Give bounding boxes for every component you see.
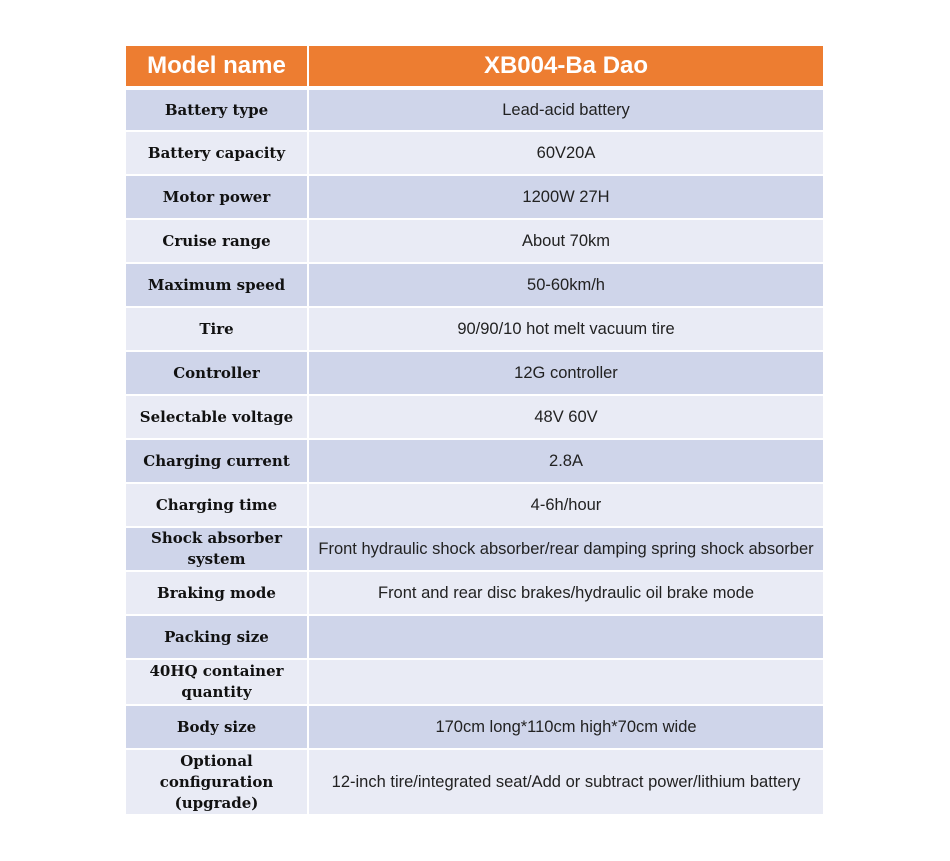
table-row [126, 263, 823, 307]
row-value: 12-inch tire/integrated seat/Add or subtract power/lithium battery [308, 749, 823, 815]
table-row [126, 395, 823, 439]
table-row [126, 88, 823, 131]
row-value: 1200W 27H [308, 175, 823, 219]
row-label: Braking mode [126, 571, 308, 615]
row-label: Body size [126, 705, 308, 749]
row-value: 90/90/10 hot melt vacuum tire [308, 307, 823, 351]
table-row [126, 571, 823, 615]
table-row [126, 307, 823, 351]
row-value: About 70km [308, 219, 823, 263]
header-model-value: XB004-Ba Dao [308, 46, 823, 88]
row-label: Battery type [126, 88, 308, 131]
row-value: Lead-acid battery [308, 88, 823, 131]
row-label: Controller [126, 351, 308, 395]
row-value: 170cm long*110cm high*70cm wide [308, 705, 823, 749]
row-label: Optional configuration (upgrade) [126, 749, 308, 815]
table-row [126, 351, 823, 395]
row-label: Selectable voltage [126, 395, 308, 439]
row-value: 4-6h/hour [308, 483, 823, 527]
row-value [308, 659, 823, 705]
table-row [126, 175, 823, 219]
table-row [126, 131, 823, 175]
row-label: Charging time [126, 483, 308, 527]
table-row [126, 749, 823, 815]
row-label: Packing size [126, 615, 308, 659]
table-row [126, 705, 823, 749]
header-label: Model name [126, 46, 308, 88]
table-row [126, 615, 823, 659]
spec-table [126, 46, 823, 816]
row-label: Maximum speed [126, 263, 308, 307]
table-row [126, 439, 823, 483]
table-row [126, 483, 823, 527]
table-row [126, 219, 823, 263]
row-label: 40HQ container quantity [126, 659, 308, 705]
table-row [126, 527, 823, 571]
row-value: 2.8A [308, 439, 823, 483]
row-label: Cruise range [126, 219, 308, 263]
row-value [308, 615, 823, 659]
row-value: 48V 60V [308, 395, 823, 439]
row-label: Charging current [126, 439, 308, 483]
row-label: Motor power [126, 175, 308, 219]
row-value: 12G controller [308, 351, 823, 395]
row-value: Front and rear disc brakes/hydraulic oil brake mode [308, 571, 823, 615]
row-label: Tire [126, 307, 308, 351]
row-label: Shock absorber system [126, 527, 308, 571]
table-row [126, 659, 823, 705]
row-value: 60V20A [308, 131, 823, 175]
row-value: 50-60km/h [308, 263, 823, 307]
row-label: Battery capacity [126, 131, 308, 175]
row-value: Front hydraulic shock absorber/rear damping spring shock absorber [308, 527, 823, 571]
header-row [126, 46, 823, 88]
